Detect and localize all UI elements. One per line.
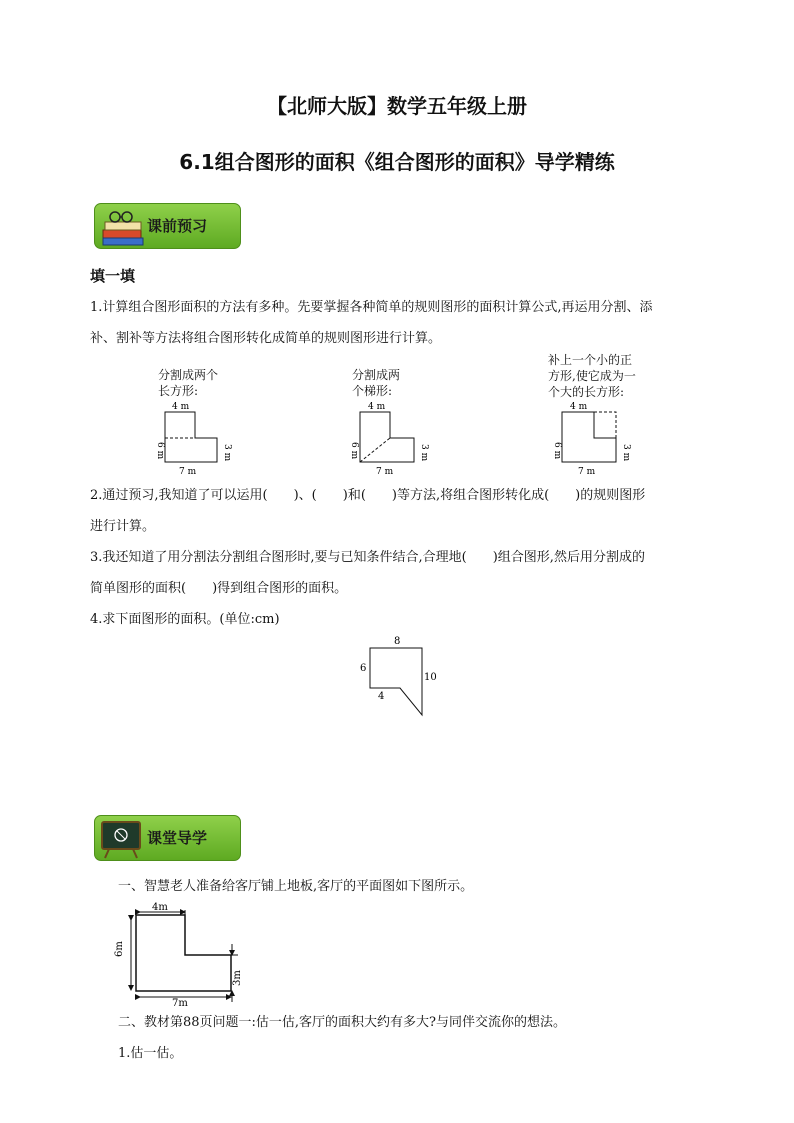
- document-subtitle: 6.1组合图形的面积《组合图形的面积》导学精练: [179, 150, 615, 174]
- fig2-caption-line1: 分割成两: [352, 368, 401, 382]
- floorplan-label-bottom: 7m: [172, 998, 188, 1009]
- item1-text: 一、智慧老人准备给客厅铺上地板,客厅的平面图如下图所示。: [118, 879, 474, 894]
- q3-line1: 3.我还知道了用分割法分割组合图形时,要与已知条件结合,合理地( )组合图形,然后用分割成的: [90, 550, 645, 565]
- item2-text: 二、教材第88页问题一:估一估,客厅的面积大约有多大?与同伴交流你的想法。: [118, 1015, 567, 1030]
- fig3-label-left: 6 m: [552, 442, 562, 460]
- fig3-caption-line1: 补上一个小的正: [548, 353, 633, 367]
- fig1-label-bottom: 7 m: [179, 467, 197, 477]
- fig1-caption-line1: 分割成两个: [158, 368, 219, 382]
- fig1-label-right: 3 m: [222, 444, 232, 462]
- fig2-label-left: 6 m: [349, 442, 359, 460]
- fig1-diagram: [148, 398, 248, 478]
- q4-text: 4.求下面图形的面积。(单位:cm): [90, 612, 280, 627]
- banner-preview: [94, 203, 241, 249]
- document-title: 【北师大版】数学五年级上册: [267, 94, 527, 118]
- q4-label-bottom: 4: [378, 691, 385, 702]
- q2-line1: 2.通过预习,我知道了可以运用( )、( )和( )等方法,将组合图形转化成( )的规则图形: [90, 488, 646, 503]
- fig3-label-right: 3 m: [621, 444, 631, 462]
- fig3-caption-line3: 个大的长方形:: [548, 385, 625, 399]
- floorplan-diagram: [114, 898, 248, 1009]
- fig2-label-top: 4 m: [368, 402, 386, 412]
- fig3-caption-line2: 方形,使它成为一: [548, 369, 636, 383]
- q4-diagram: [352, 630, 452, 725]
- floorplan-label-left: 6m: [114, 941, 125, 957]
- q4-label-top: 8: [394, 636, 401, 647]
- chalkboard-icon: [97, 816, 147, 860]
- fig2-label-bottom: 7 m: [376, 467, 394, 477]
- fig1-caption-line2: 长方形:: [158, 384, 199, 398]
- q4-label-left: 6: [360, 663, 367, 674]
- fig2-label-right: 3 m: [419, 444, 429, 462]
- item2-sub-text: 1.估一估。: [118, 1046, 183, 1061]
- banner-guided-learning: [94, 815, 241, 861]
- q4-label-right: 10: [424, 672, 437, 683]
- floorplan-label-top: 4m: [152, 902, 168, 913]
- fig2-caption-line2: 个梯形:: [352, 384, 393, 398]
- q2-line2: 进行计算。: [90, 519, 156, 534]
- fig2-diagram: [342, 398, 442, 478]
- banner-guided-learning-label: 课堂导学: [147, 829, 208, 847]
- q1-line1: 1.计算组合图形面积的方法有多种。先要掌握各种简单的规则图形的面积计算公式,再运用分割、添: [90, 300, 653, 315]
- banner-preview-label: 课前预习: [147, 217, 208, 235]
- fig1-label-top: 4 m: [172, 402, 190, 412]
- q3-line2: 简单图形的面积( )得到组合图形的面积。: [90, 581, 348, 596]
- fig3-diagram: [546, 398, 646, 478]
- floorplan-label-right: 3m: [232, 970, 243, 986]
- fig3-label-bottom: 7 m: [578, 467, 596, 477]
- books-icon: [97, 204, 147, 248]
- fig3-label-top: 4 m: [570, 402, 588, 412]
- fig1-label-left: 6 m: [155, 442, 165, 460]
- subheading-fill-in: 填一填: [90, 267, 136, 285]
- q1-line2: 补、割补等方法将组合图形转化成简单的规则图形进行计算。: [90, 331, 442, 346]
